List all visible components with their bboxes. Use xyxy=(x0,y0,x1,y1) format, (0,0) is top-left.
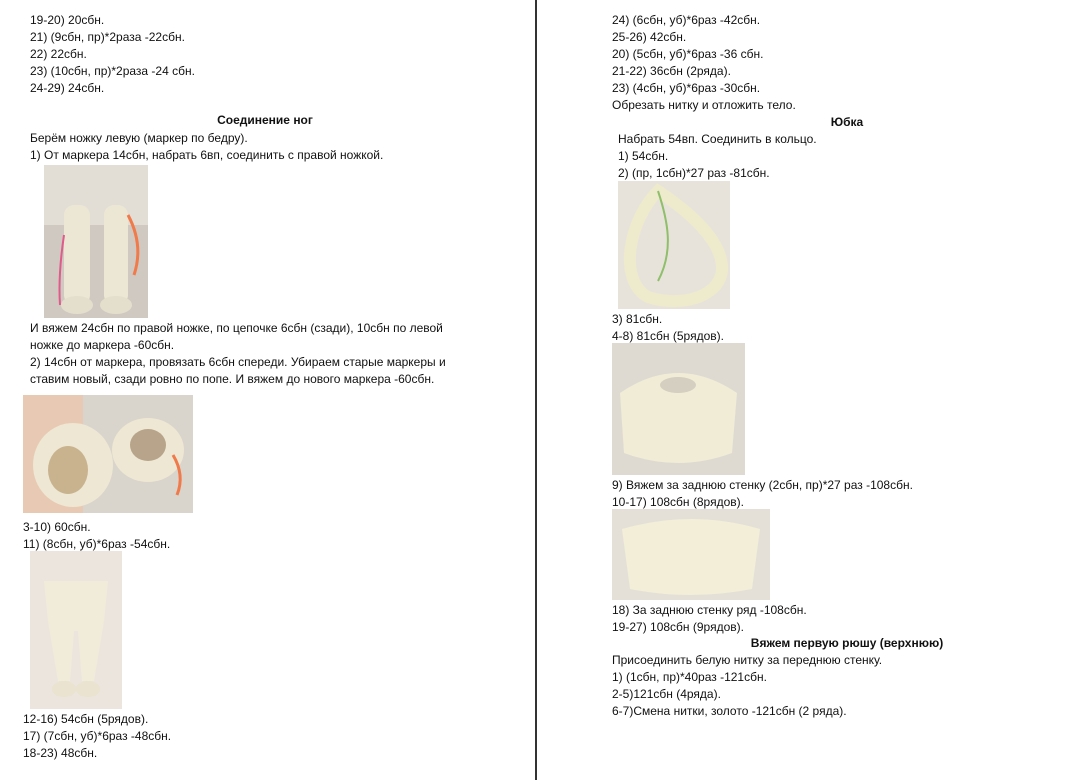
text-line: 4-8) 81сбн (5рядов). xyxy=(612,329,724,343)
text-line: 2) (пр, 1сбн)*27 раз -81сбн. xyxy=(618,166,770,180)
text-line: ножке до маркера -60сбн. xyxy=(30,338,175,352)
text-line: 18) За заднюю стенку ряд -108сбн. xyxy=(612,603,807,617)
section-title-legs: Соединение ног xyxy=(217,113,313,127)
text-line: 18-23) 48сбн. xyxy=(23,746,98,760)
text-line: 24-29) 24сбн. xyxy=(30,81,105,95)
photo-legs-joined xyxy=(23,395,193,513)
section-title-skirt: Юбка xyxy=(830,115,864,129)
text-line: 6-7)Смена нитки, золото -121сбн (2 ряда). xyxy=(612,704,847,718)
text-line: 1) От маркера 14сбн, набрать 6вп, соединить с правой ножкой. xyxy=(30,148,384,162)
text-line: 12-16) 54сбн (5рядов). xyxy=(23,712,149,726)
text-line: 22) 22сбн. xyxy=(30,47,87,61)
text-line: 19-20) 20сбн. xyxy=(30,13,105,27)
text-line: 9) Вяжем за заднюю стенку (2сбн, пр)*27 раз -108сбн. xyxy=(612,478,913,492)
text-line: 23) (10сбн, пр)*2раза -24 сбн. xyxy=(30,64,195,78)
text-line: Набрать 54вп. Соединить в кольцо. xyxy=(618,132,817,146)
photo-skirt-ring xyxy=(618,181,730,309)
text-line: 17) (7сбн, уб)*6раз -48сбн. xyxy=(23,729,172,743)
text-line: 21-22) 36сбн (2ряда). xyxy=(612,64,731,78)
photo-skirt-flat xyxy=(612,343,745,475)
text-line: 1) 54сбн. xyxy=(618,149,669,163)
text-line: И вяжем 24сбн по правой ножке, по цепочке 6сбн (сзади), 10сбн по левой xyxy=(30,321,443,335)
photo-skirt-wide xyxy=(612,509,770,600)
text-line: 2) 14сбн от маркера, провязать 6сбн спереди. Убираем старые маркеры и xyxy=(30,355,446,369)
text-line: Присоединить белую нитку за переднюю стенку. xyxy=(612,653,883,667)
text-line: Берём ножку левую (маркер по бедру). xyxy=(30,131,248,145)
text-line: 1) (1сбн, пр)*40раз -121сбн. xyxy=(612,670,767,684)
text-line: 25-26) 42сбн. xyxy=(612,30,687,44)
text-line: 3) 81сбн. xyxy=(612,312,663,326)
text-line: 20) (5сбн, уб)*6раз -36 сбн. xyxy=(612,47,764,61)
text-line: 3-10) 60сбн. xyxy=(23,520,91,534)
photo-legs-unjoined xyxy=(44,165,148,318)
text-line: 2-5)121сбн (4ряда). xyxy=(612,687,721,701)
text-line: 23) (4сбн, уб)*6раз -30сбн. xyxy=(612,81,761,95)
text-line: 21) (9сбн, пр)*2раза -22сбн. xyxy=(30,30,185,44)
text-line: 24) (6сбн, уб)*6раз -42сбн. xyxy=(612,13,761,27)
text-line: 10-17) 108сбн (8рядов). xyxy=(612,495,744,509)
page-divider xyxy=(535,0,537,780)
text-line: 19-27) 108сбн (9рядов). xyxy=(612,620,744,634)
text-line: ставим новый, сзади ровно по попе. И вяжем до нового маркера -60сбн. xyxy=(30,372,435,386)
text-line: 11) (8сбн, уб)*6раз -54сбн. xyxy=(23,537,171,551)
photo-legs-finished xyxy=(30,551,122,709)
section-title-ruffle: Вяжем первую рюшу (верхнюю) xyxy=(750,636,944,650)
text-line: Обрезать нитку и отложить тело. xyxy=(612,98,796,112)
